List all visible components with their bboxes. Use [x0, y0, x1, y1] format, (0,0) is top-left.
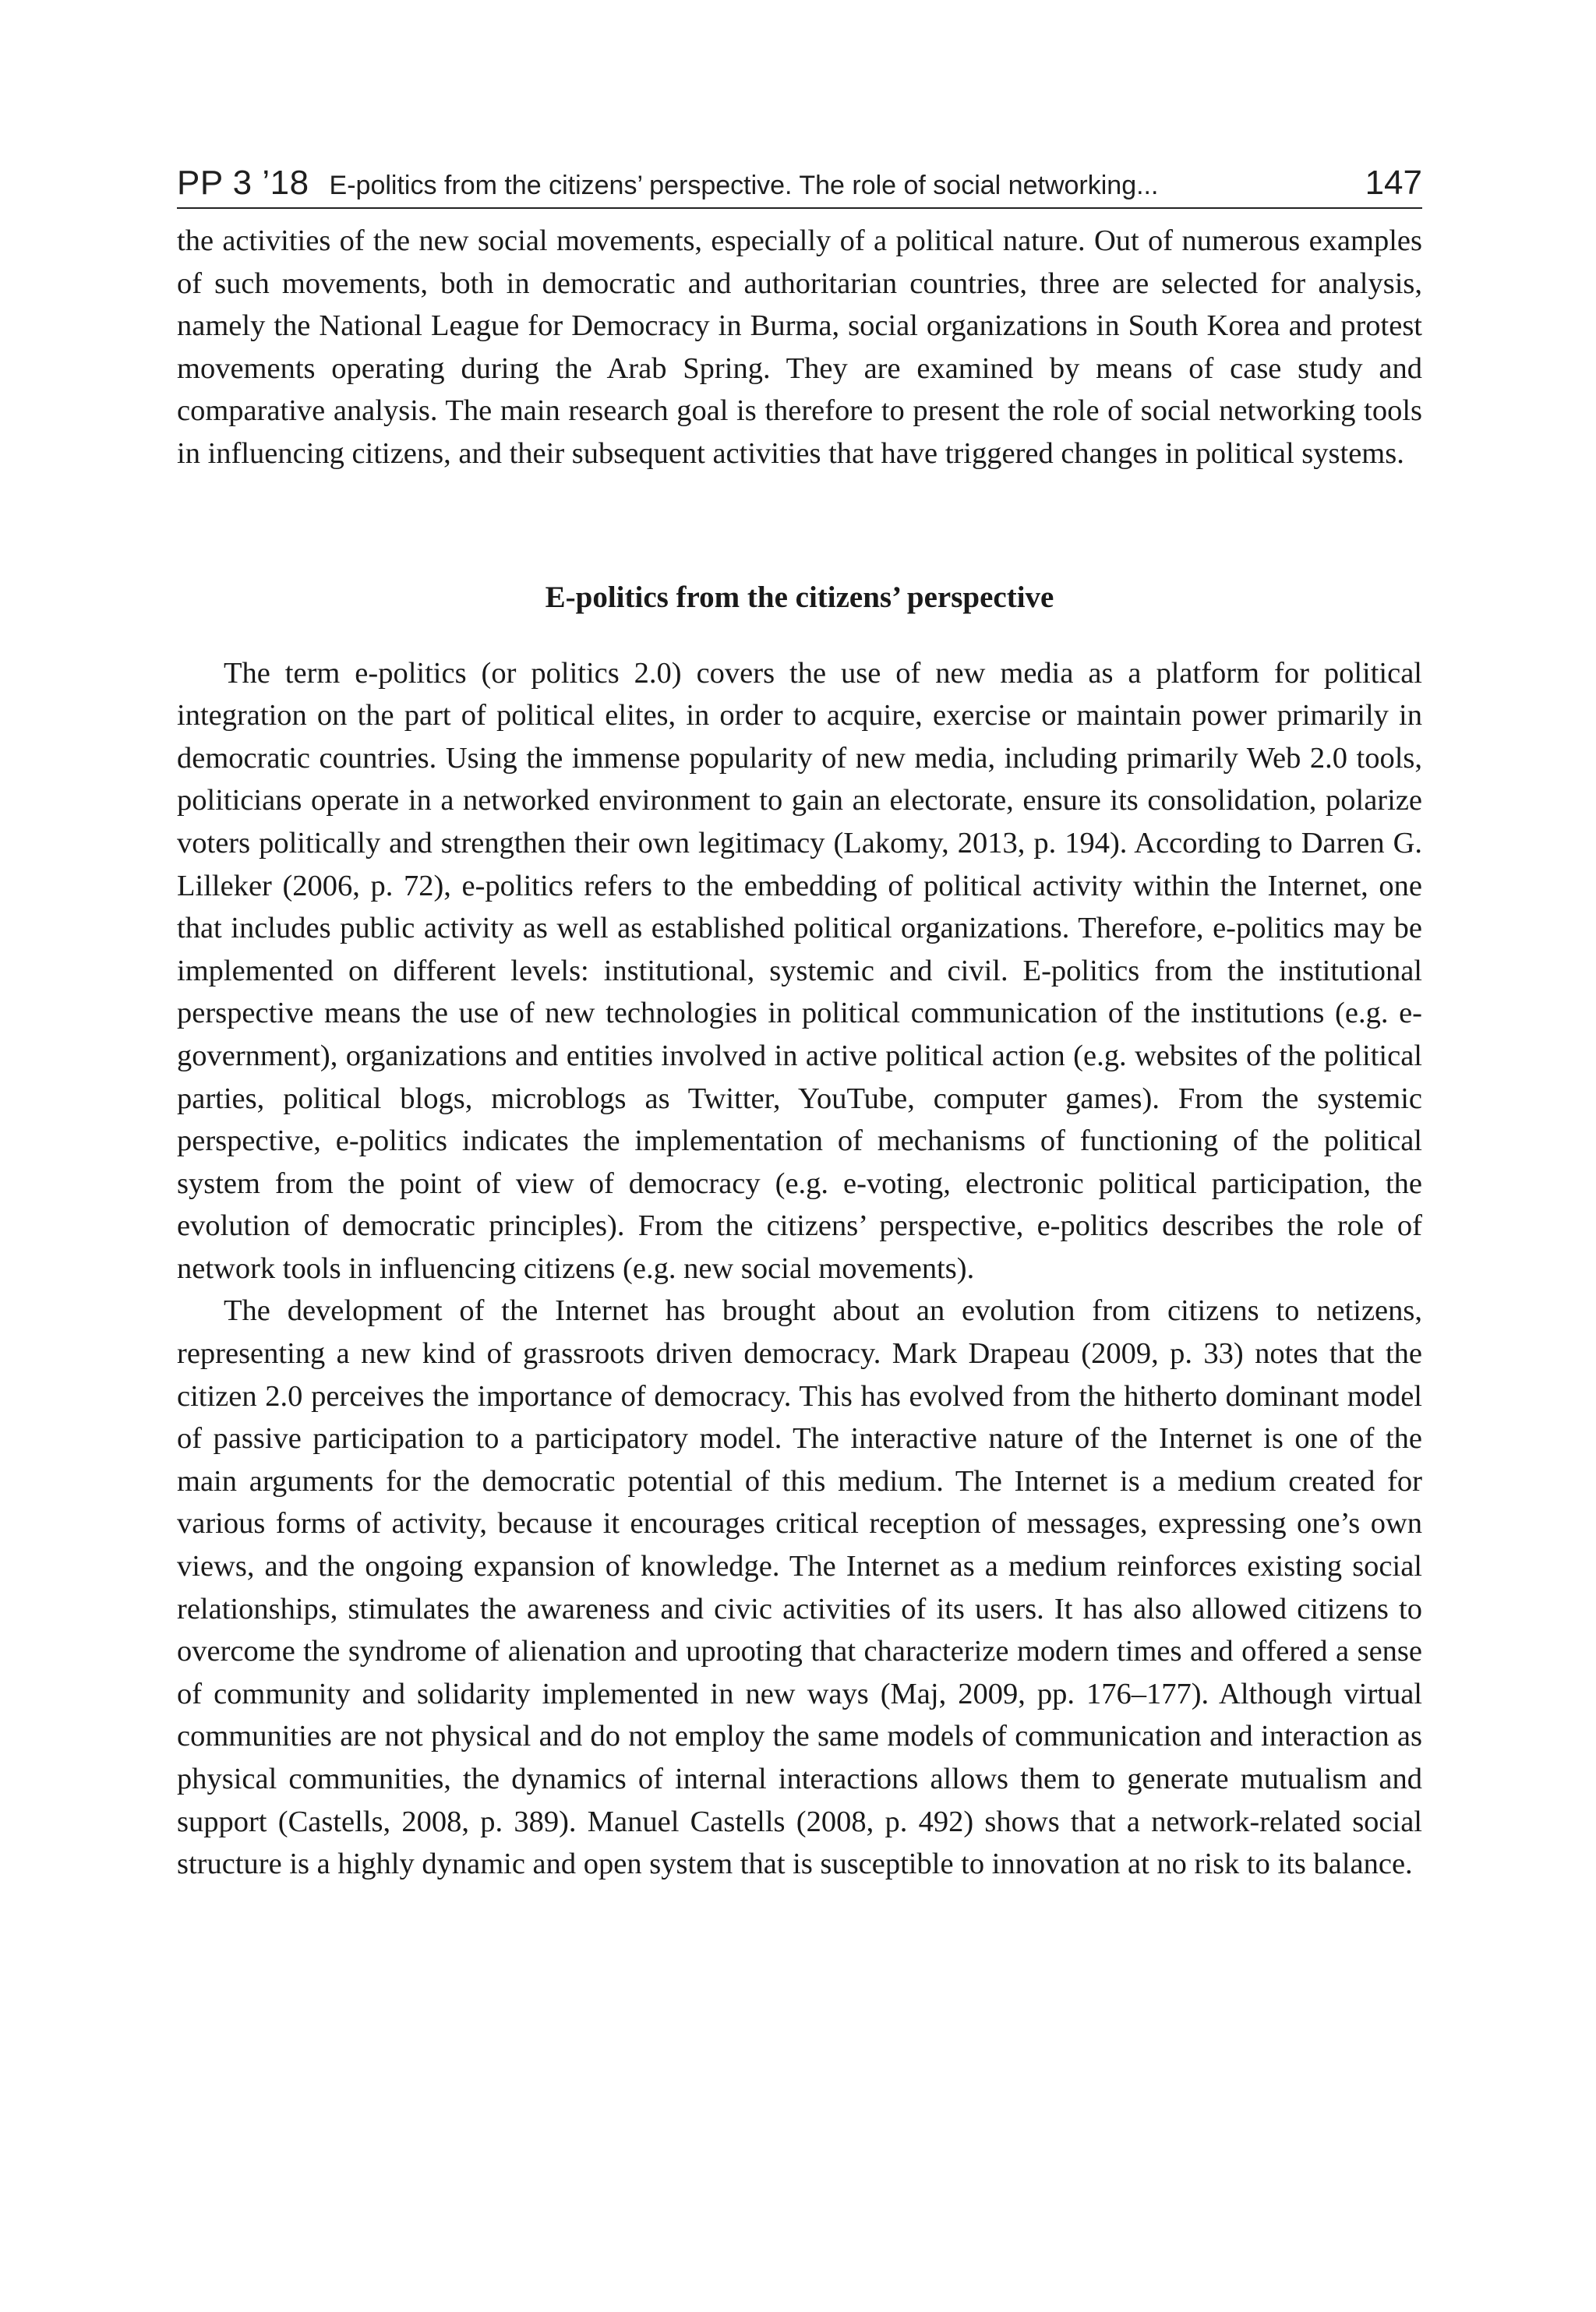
- page-number: 147: [1365, 164, 1422, 202]
- running-title: E-politics from the citizens’ perspective. The role of social networking...: [329, 171, 1159, 200]
- body-paragraph-2: The development of the Internet has brought about an evolution from citizens to netizens, representing a new kind of grassroots driven democracy. Mark Drapeau (2009, p. 33) notes that the citizen 2.0 perceives the importance of democracy. This has evolved from the hitherto dominant model of passive participation to a participatory model. The interactive nature of the Internet is one of the main arguments for the democratic potential of this medium. The Internet is a medium created for various forms of activity, because it encourages critical reception of messages, expressing one’s own views, and the ongoing expansion of knowledge. The Internet as a medium reinforces existing social relationships, stimulates the awareness and civic activities of its users. It has also allowed citizens to overcome the syndrome of alienation and uprooting that characterize modern times and offered a sense of community and solidarity implemented in new ways (Maj, 2009, pp. 176–177). Although virtual communities are not physical and do not employ the same models of communication and interaction as physical communities, the dynamics of internal interactions allows them to generate mutualism and support (Castells, 2008, p. 389). Manuel Castells (2008, p. 492) shows that a network-related social structure is a highly dynamic and open system that is susceptible to innovation at no risk to its balance.: [177, 1294, 1422, 1881]
- section-heading: E-politics from the citizens’ perspective: [545, 580, 1054, 614]
- journal-issue: PP 3 ’18: [177, 164, 309, 202]
- body-paragraph-1: The term e-politics (or politics 2.0) covers the use of new media as a platform for political integration on the part of political elites, in order to acquire, exercise or maintain power primarily in democratic countries. Using the immense popularity of new media, including primarily Web 2.0 tools, politicians operate in a networked environment to gain an electorate, ensure its consolidation, polarize voters politically and strengthen their own legitimacy (Lakomy, 2013, p. 194). According to Darren G. Lilleker (2006, p. 72), e-politics refers to the embedding of political activity within the Internet, one that includes public activity as well as established political organizations. Therefore, e-politics may be implemented on different levels: institutional, systemic and civil. E-politics from the institutional perspective means the use of new technologies in political communication of the institutions (e.g. e-government), organizations and entities involved in active political action (e.g. websites of the political parties, political blogs, microblogs as Twitter, YouTube, computer games). From the systemic perspective, e-politics indicates the implementation of mechanisms of functioning of the political system from the point of view of democracy (e.g. e-voting, electronic political participation, the evolution of democratic principles). From the citizens’ perspective, e-politics describes the role of network tools in influencing citizens (e.g. new social movements).: [177, 656, 1422, 1285]
- page: [177, 164, 1422, 1886]
- running-header: [177, 164, 1422, 209]
- intro-paragraph: the activities of the new social movements, especially of a political nature. Out of numerous examples of such movements, both in democratic and authoritarian countries, three are selected for analysis, namely the National League for Democracy in Burma, social organizations in South Korea and protest movements operating during the Arab Spring. They are examined by means of case study and comparative analysis. The main research goal is therefore to present the role of social networking tools in influencing citizens, and their subsequent activities that have triggered changes in political systems.: [177, 224, 1422, 470]
